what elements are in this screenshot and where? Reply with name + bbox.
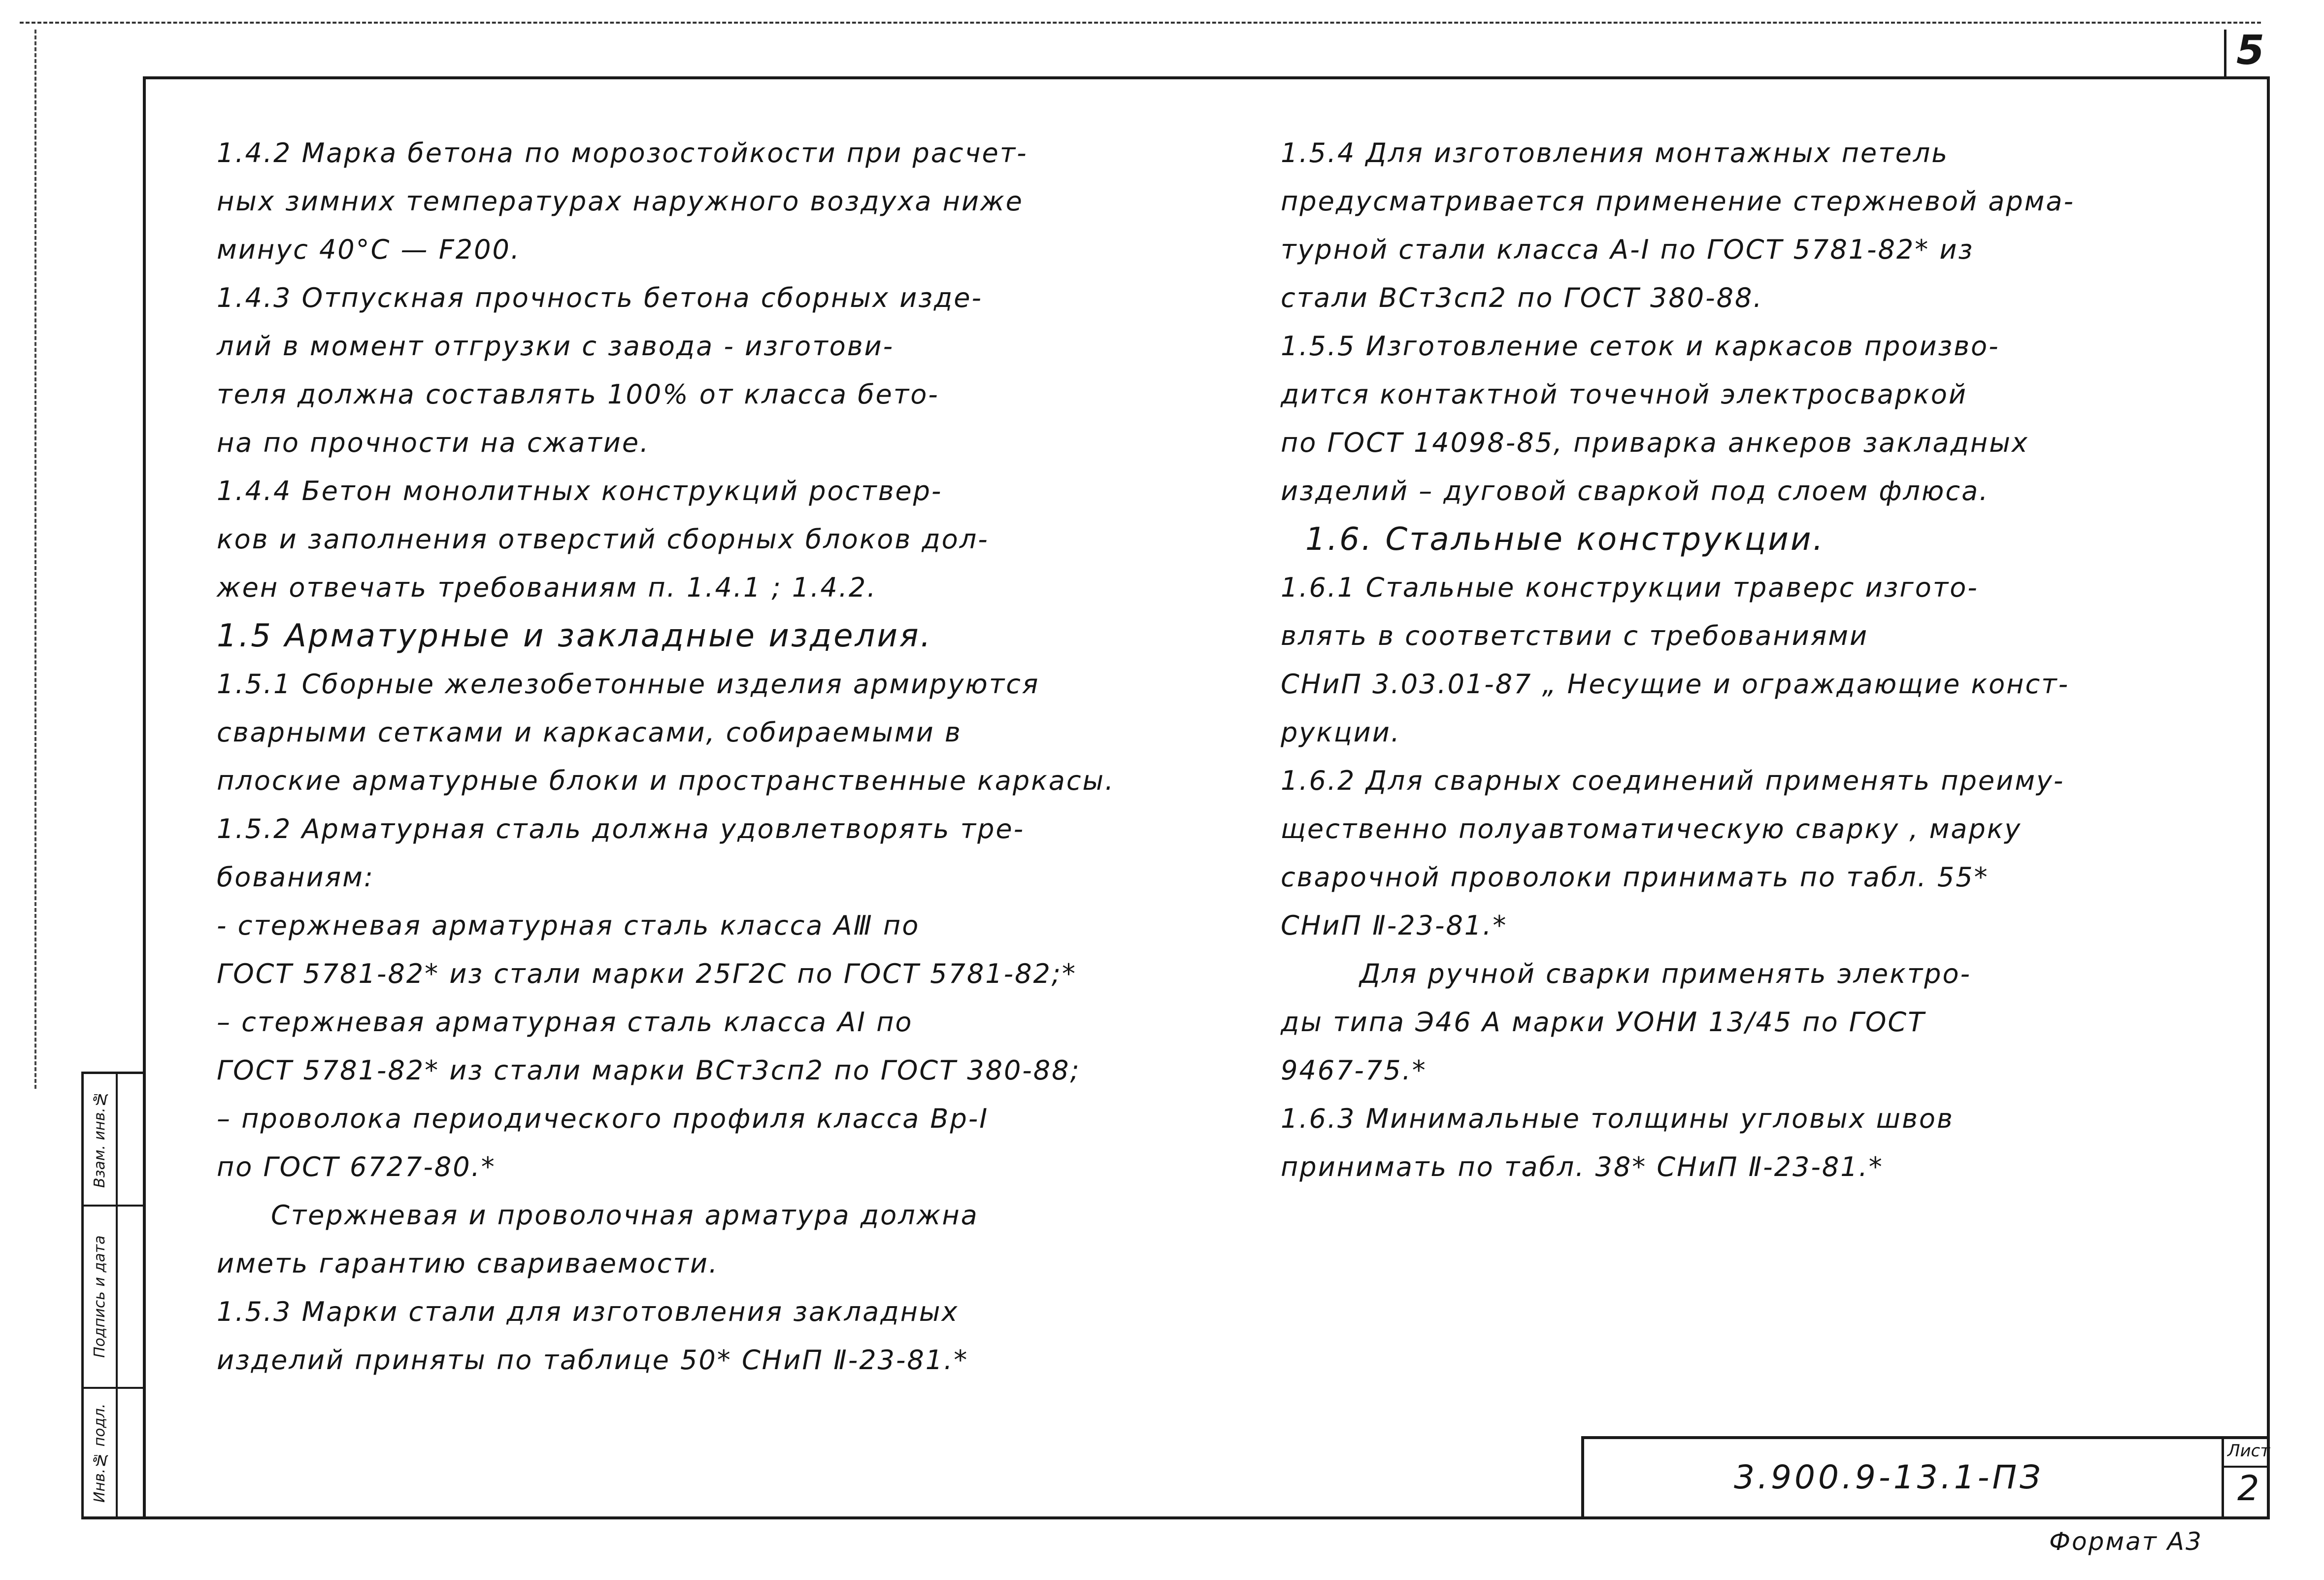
frame-bottom bbox=[81, 1516, 2270, 1519]
document-code: 3.900.9-13.1-ПЗ bbox=[1734, 1458, 2044, 1496]
left-column-text bbox=[217, 129, 1115, 1384]
text-line: 1.6.2 Для сварных соединений применять преиму- bbox=[1281, 765, 2065, 796]
page-number-top: 5 bbox=[2236, 27, 2265, 74]
text-line: теля должна составлять 100% от класса бето- bbox=[217, 379, 939, 410]
frame-right bbox=[2267, 76, 2270, 1519]
side-stamp-cell-replace: Взам. инв.№ bbox=[91, 1090, 108, 1188]
side-stamp-cell-inv: Инв.№ подл. bbox=[91, 1403, 108, 1503]
frame-left bbox=[143, 76, 146, 1519]
text-line: ГОСТ 5781-82* из стали марки 25Г2С по ГОСТ 5781-82;* bbox=[217, 958, 1077, 989]
text-line: предусматривается применение стержневой арма- bbox=[1281, 186, 2075, 217]
text-line: Стержневая и проволочная арматура должна bbox=[271, 1200, 979, 1231]
text-line: - стержневая арматурная сталь класса АⅢ по bbox=[217, 910, 920, 941]
text-line: по ГОСТ 6727-80.* bbox=[217, 1151, 496, 1182]
text-line: 1.4.3 Отпускная прочность бетона сборных изде- bbox=[217, 282, 983, 313]
text-line: стали ВСт3сп2 по ГОСТ 380-88. bbox=[1281, 282, 1763, 313]
top-dashed-edge bbox=[20, 22, 2261, 24]
title-block-left bbox=[1581, 1436, 1584, 1519]
side-stamp-div1 bbox=[81, 1205, 145, 1207]
sheet-cell-left bbox=[2222, 1436, 2224, 1519]
text-line: изделий приняты по таблице 50* СНиП Ⅱ-23-81.* bbox=[217, 1345, 969, 1376]
text-line: турной стали класса А-Ⅰ по ГОСТ 5781-82* из bbox=[1281, 234, 1974, 265]
side-stamp-cell-signature: Подпись и дата bbox=[91, 1235, 108, 1358]
text-line: минус 40°С — F200. bbox=[217, 234, 521, 265]
text-line: 1.4.2 Марка бетона по морозостойкости при расчет- bbox=[217, 137, 1028, 168]
section-heading: 1.6. Стальные конструкции. bbox=[1305, 521, 1825, 558]
text-line: СНиП 3.03.01-87 „ Несущие и ограждающие конст- bbox=[1281, 669, 2070, 700]
text-line: ГОСТ 5781-82* из стали марки ВСт3сп2 по ГОСТ 380-88; bbox=[217, 1055, 1081, 1086]
frame-top bbox=[143, 76, 2270, 79]
text-line: 1.4.4 Бетон монолитных конструкций роствер- bbox=[217, 475, 943, 506]
text-line: ды типа Э46 А марки УОНИ 13/45 по ГОСТ bbox=[1281, 1007, 1926, 1038]
text-line: 1.5.5 Изготовление сеток и каркасов произво- bbox=[1281, 331, 2000, 362]
left-dashed-edge bbox=[34, 30, 36, 1089]
text-line: 1.5.1 Сборные железобетонные изделия армируются bbox=[217, 669, 1040, 700]
text-line: СНиП Ⅱ-23-81.* bbox=[1281, 910, 1508, 941]
sheet-label: Лист bbox=[2227, 1441, 2270, 1461]
text-line: 1.5.2 Арматурная сталь должна удовлетворять тре- bbox=[217, 813, 1025, 844]
text-line: рукции. bbox=[1281, 717, 1401, 748]
page-box-left bbox=[2224, 30, 2226, 79]
text-line: бованиям: bbox=[217, 862, 375, 893]
text-line: Для ручной сварки применять электро- bbox=[1360, 958, 1971, 989]
text-line: жен отвечать требованиям п. 1.4.1 ; 1.4.2. bbox=[217, 572, 877, 603]
sheet-cell-divider bbox=[2222, 1466, 2270, 1468]
text-line: сварочной проволоки принимать по табл. 55* bbox=[1281, 862, 1989, 893]
text-line: иметь гарантию свариваемости. bbox=[217, 1248, 719, 1279]
text-line: 1.5.4 Для изготовления монтажных петель bbox=[1281, 137, 1949, 168]
text-line: щественно полуавтоматическую сварку , марку bbox=[1281, 813, 2022, 844]
section-heading: 1.5 Арматурные и закладные изделия. bbox=[217, 618, 932, 654]
side-stamp-div2 bbox=[81, 1387, 145, 1389]
sheet-number: 2 bbox=[2237, 1468, 2259, 1509]
text-line: изделий – дуговой сваркой под слоем флюса. bbox=[1281, 475, 1990, 506]
text-line: – стержневая арматурная сталь класса АⅠ по bbox=[217, 1007, 913, 1038]
text-line: ков и заполнения отверстий сборных блоков дол- bbox=[217, 524, 989, 555]
text-line: плоские арматурные блоки и пространственные каркасы. bbox=[217, 765, 1115, 796]
text-line: влять в соответствии с требованиями bbox=[1281, 620, 1869, 651]
text-line: 1.6.1 Стальные конструкции траверс изгото- bbox=[1281, 572, 1979, 603]
text-line: лий в момент отгрузки с завода - изготови- bbox=[217, 331, 895, 362]
text-line: дится контактной точечной электросваркой bbox=[1281, 379, 1967, 410]
text-line: 1.6.3 Минимальные толщины угловых швов bbox=[1281, 1103, 1954, 1134]
format-label: Формат А3 bbox=[2049, 1527, 2203, 1556]
text-line: по ГОСТ 14098-85, приварка анкеров закладных bbox=[1281, 427, 2029, 458]
text-line: на по прочности на сжатие. bbox=[217, 427, 650, 458]
text-line: ных зимних температурах наружного воздуха ниже bbox=[217, 186, 1024, 217]
right-column-text bbox=[1281, 129, 2075, 1191]
text-line: 9467-75.* bbox=[1281, 1055, 1427, 1086]
text-line: 1.5.3 Марки стали для изготовления закладных bbox=[217, 1296, 959, 1327]
text-line: сварными сетками и каркасами, собираемыми в bbox=[217, 717, 962, 748]
text-line: – проволока периодического профиля класса Вр-Ⅰ bbox=[217, 1103, 989, 1134]
title-block-top bbox=[1581, 1436, 2270, 1439]
text-line: принимать по табл. 38* СНиП Ⅱ-23-81.* bbox=[1281, 1151, 1884, 1182]
